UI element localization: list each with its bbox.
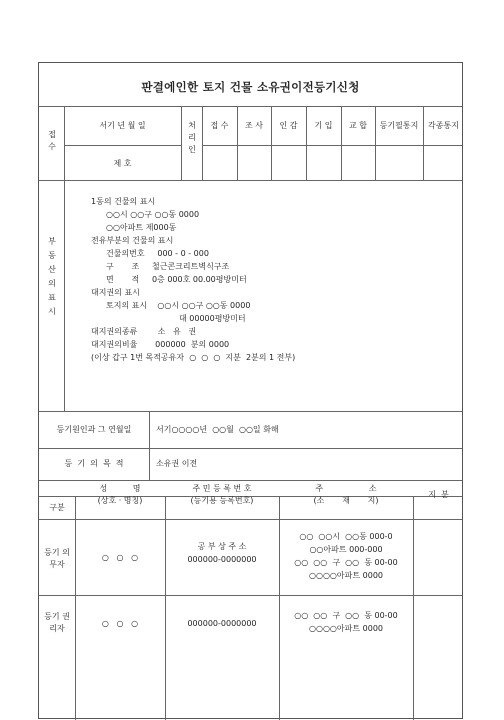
- property-line: 대지권의비율 000000 분의 0000: [91, 340, 230, 349]
- obligor-id: 000000-0000000: [187, 555, 257, 564]
- property-line: ○○아파트 제000동: [106, 223, 177, 232]
- obligor-address-line: ○○ ○○시 ○○동 000-0: [299, 532, 393, 541]
- col-reception: 접 수: [210, 121, 229, 130]
- reception-date-label: 서기 년 월 일: [99, 121, 146, 130]
- header-name: 성 명: [99, 484, 141, 493]
- holder-name: ○ ○ ○: [101, 619, 139, 628]
- header-name-sub: (상호 · 명칭): [97, 496, 143, 505]
- reception-number-label: 제 호: [113, 159, 132, 168]
- holder-id: 000000-0000000: [187, 619, 257, 628]
- property-line: 토지의 표시 ○○시 ○○구 ○○동 0000: [106, 301, 251, 310]
- property-line: 구 조 철근콘크리트벽식구조: [106, 262, 230, 271]
- holder-category: 등기 권리자: [44, 612, 70, 633]
- header-id: 주 민 등 록 번 호: [192, 484, 252, 493]
- processor-label: 처 리 인: [188, 121, 196, 154]
- property-line: 대지권의종류 소 유 권: [91, 327, 197, 336]
- cause-value: 서기○○○○년 ○○월 ○○일 화해: [156, 425, 279, 434]
- header-id-sub: (등기용 등록번호): [190, 496, 254, 505]
- col-collation: 교 합: [349, 121, 367, 130]
- form-title: 판결에인한 토지 건물 소유권이전등기신청: [141, 80, 360, 94]
- cause-label: 등기원인과 그 연월일: [56, 425, 132, 434]
- header-category: 구분: [49, 503, 65, 512]
- holder-address-line: ○○ ○○ 구 ○○ 동 00-00: [294, 611, 398, 620]
- obligor-address-line: ○○ ○○ 구 ○○ 동 00-00: [294, 558, 398, 567]
- obligor-address-line: ○○아파트 000-000: [309, 545, 383, 554]
- header-share: 지 분: [428, 490, 449, 499]
- header-address-sub: (소 재 지): [313, 496, 379, 505]
- col-completion-notice: 등기필통지: [379, 121, 419, 130]
- property-line: ○○시 ○○구 ○○동 0000: [106, 210, 200, 219]
- purpose-value: 소유권 이전: [156, 459, 198, 468]
- holder-address-line: ○○○○아파트 0000: [308, 624, 383, 633]
- property-line: 전유부분의 건물의 표시: [91, 236, 174, 245]
- col-various-notice: 각종통지: [428, 121, 459, 130]
- property-line: 1동의 건물의 표시: [91, 197, 156, 206]
- registration-form: [38, 62, 463, 719]
- property-line: 건물의번호 000 - 0 - 000: [106, 249, 209, 258]
- obligor-id-note: 공 부 상 주 소: [197, 542, 247, 551]
- header-address: 주 소: [315, 484, 377, 493]
- property-label: 부 동 산 의 표 시: [48, 237, 56, 316]
- col-investigation: 조 사: [245, 121, 263, 130]
- property-line: (이상 갑구 1번 목적공유자 ○ ○ ○ 지분 2분의 1 전부): [91, 353, 296, 362]
- property-line: 대지권의 표시: [91, 288, 140, 297]
- property-line: 면 적 0층 000호 00.00평방미터: [106, 275, 247, 284]
- obligor-name: ○ ○ ○: [101, 553, 139, 562]
- col-seal: 인 감: [279, 121, 298, 130]
- obligor-category: 등기 의무자: [44, 548, 70, 569]
- obligor-address-line: ○○○○아파트 0000: [308, 571, 383, 580]
- reception-label: 접 수: [48, 130, 56, 151]
- col-entry: 기 입: [314, 121, 333, 130]
- purpose-label: 등 기 의 목 적: [64, 459, 124, 468]
- property-line: 대 00000평방미터: [179, 314, 246, 323]
